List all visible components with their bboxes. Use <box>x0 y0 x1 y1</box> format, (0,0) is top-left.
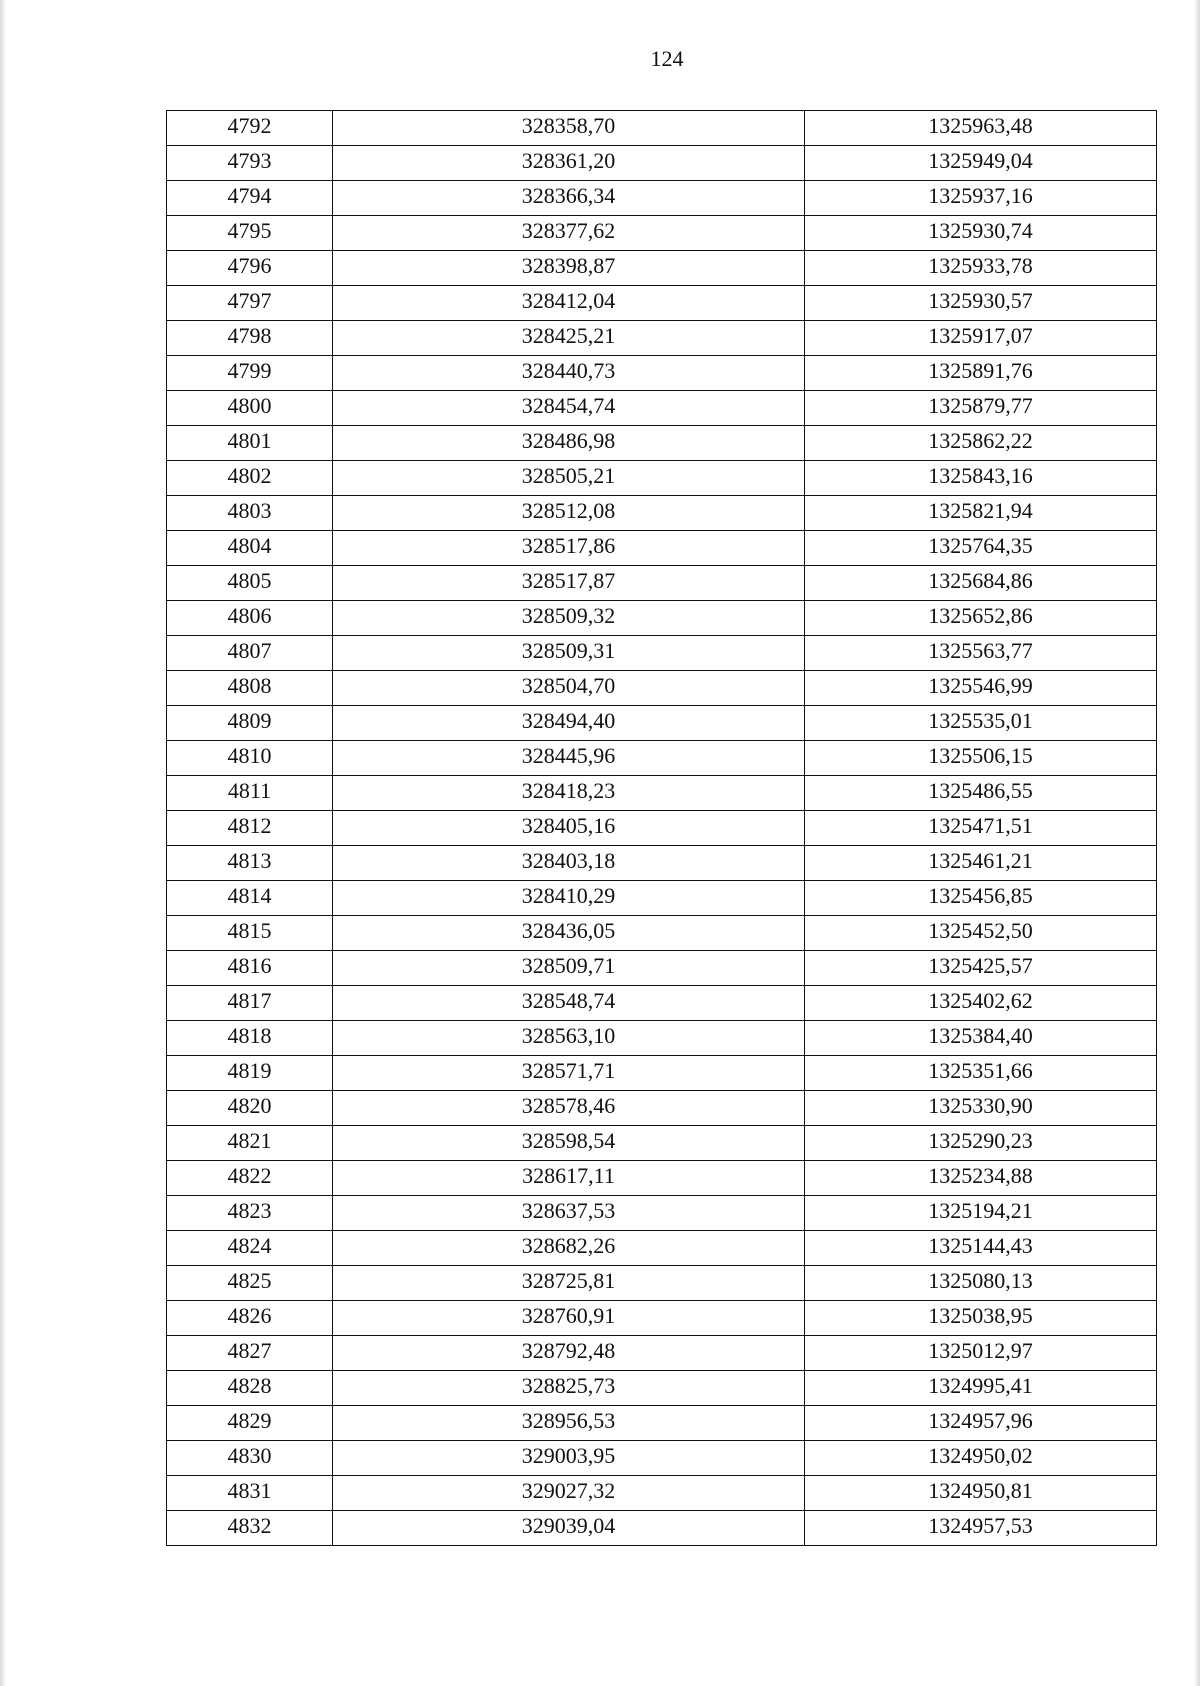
table-row <box>167 566 1157 601</box>
x-coordinate-cell: 328548,74 <box>333 986 805 1021</box>
y-coordinate-cell: 1325461,21 <box>805 846 1157 881</box>
x-coordinate-cell: 328760,91 <box>333 1301 805 1336</box>
point-number-cell: 4800 <box>167 391 333 426</box>
point-number-cell: 4792 <box>167 111 333 146</box>
y-coordinate-cell: 1324950,02 <box>805 1441 1157 1476</box>
x-coordinate-cell: 328412,04 <box>333 286 805 321</box>
point-number-cell: 4806 <box>167 601 333 636</box>
x-coordinate-cell: 328398,87 <box>333 251 805 286</box>
x-coordinate-cell: 328377,62 <box>333 216 805 251</box>
y-coordinate-cell: 1325862,22 <box>805 426 1157 461</box>
table-row <box>167 1371 1157 1406</box>
point-number-cell: 4818 <box>167 1021 333 1056</box>
y-coordinate-cell: 1324957,96 <box>805 1406 1157 1441</box>
table-row <box>167 671 1157 706</box>
table-row <box>167 111 1157 146</box>
table-row <box>167 286 1157 321</box>
table-row <box>167 391 1157 426</box>
point-number-cell: 4796 <box>167 251 333 286</box>
y-coordinate-cell: 1325949,04 <box>805 146 1157 181</box>
y-coordinate-cell: 1325080,13 <box>805 1266 1157 1301</box>
point-number-cell: 4793 <box>167 146 333 181</box>
y-coordinate-cell: 1325917,07 <box>805 321 1157 356</box>
table-row <box>167 636 1157 671</box>
table-row <box>167 1161 1157 1196</box>
y-coordinate-cell: 1325471,51 <box>805 811 1157 846</box>
coordinates-table <box>166 110 1157 1546</box>
point-number-cell: 4795 <box>167 216 333 251</box>
x-coordinate-cell: 328563,10 <box>333 1021 805 1056</box>
table-row <box>167 916 1157 951</box>
x-coordinate-cell: 328494,40 <box>333 706 805 741</box>
x-coordinate-cell: 328358,70 <box>333 111 805 146</box>
x-coordinate-cell: 329027,32 <box>333 1476 805 1511</box>
point-number-cell: 4805 <box>167 566 333 601</box>
point-number-cell: 4803 <box>167 496 333 531</box>
point-number-cell: 4819 <box>167 1056 333 1091</box>
y-coordinate-cell: 1325821,94 <box>805 496 1157 531</box>
x-coordinate-cell: 328403,18 <box>333 846 805 881</box>
x-coordinate-cell: 329003,95 <box>333 1441 805 1476</box>
table-row <box>167 601 1157 636</box>
point-number-cell: 4798 <box>167 321 333 356</box>
point-number-cell: 4817 <box>167 986 333 1021</box>
y-coordinate-cell: 1324995,41 <box>805 1371 1157 1406</box>
table-row <box>167 461 1157 496</box>
table-row <box>167 846 1157 881</box>
point-number-cell: 4799 <box>167 356 333 391</box>
y-coordinate-cell: 1325425,57 <box>805 951 1157 986</box>
x-coordinate-cell: 329039,04 <box>333 1511 805 1546</box>
x-coordinate-cell: 328418,23 <box>333 776 805 811</box>
x-coordinate-cell: 328436,05 <box>333 916 805 951</box>
x-coordinate-cell: 328504,70 <box>333 671 805 706</box>
y-coordinate-cell: 1325351,66 <box>805 1056 1157 1091</box>
table-row <box>167 426 1157 461</box>
point-number-cell: 4832 <box>167 1511 333 1546</box>
y-coordinate-cell: 1325012,97 <box>805 1336 1157 1371</box>
x-coordinate-cell: 328486,98 <box>333 426 805 461</box>
point-number-cell: 4827 <box>167 1336 333 1371</box>
x-coordinate-cell: 328410,29 <box>333 881 805 916</box>
x-coordinate-cell: 328517,86 <box>333 531 805 566</box>
table-row <box>167 496 1157 531</box>
x-coordinate-cell: 328509,32 <box>333 601 805 636</box>
point-number-cell: 4829 <box>167 1406 333 1441</box>
y-coordinate-cell: 1325506,15 <box>805 741 1157 776</box>
table-row <box>167 1056 1157 1091</box>
y-coordinate-cell: 1325330,90 <box>805 1091 1157 1126</box>
point-number-cell: 4797 <box>167 286 333 321</box>
y-coordinate-cell: 1325843,16 <box>805 461 1157 496</box>
point-number-cell: 4815 <box>167 916 333 951</box>
y-coordinate-cell: 1325402,62 <box>805 986 1157 1021</box>
x-coordinate-cell: 328598,54 <box>333 1126 805 1161</box>
table-row <box>167 1406 1157 1441</box>
table-row <box>167 1476 1157 1511</box>
point-number-cell: 4823 <box>167 1196 333 1231</box>
table-row <box>167 1511 1157 1546</box>
point-number-cell: 4811 <box>167 776 333 811</box>
point-number-cell: 4826 <box>167 1301 333 1336</box>
x-coordinate-cell: 328361,20 <box>333 146 805 181</box>
y-coordinate-cell: 1325290,23 <box>805 1126 1157 1161</box>
x-coordinate-cell: 328454,74 <box>333 391 805 426</box>
y-coordinate-cell: 1325937,16 <box>805 181 1157 216</box>
table-row <box>167 356 1157 391</box>
table-row <box>167 1091 1157 1126</box>
point-number-cell: 4816 <box>167 951 333 986</box>
y-coordinate-cell: 1325764,35 <box>805 531 1157 566</box>
x-coordinate-cell: 328405,16 <box>333 811 805 846</box>
x-coordinate-cell: 328617,11 <box>333 1161 805 1196</box>
y-coordinate-cell: 1325452,50 <box>805 916 1157 951</box>
table-row <box>167 1336 1157 1371</box>
x-coordinate-cell: 328505,21 <box>333 461 805 496</box>
table-row <box>167 216 1157 251</box>
x-coordinate-cell: 328682,26 <box>333 1231 805 1266</box>
table-row <box>167 951 1157 986</box>
table-row <box>167 986 1157 1021</box>
point-number-cell: 4821 <box>167 1126 333 1161</box>
point-number-cell: 4809 <box>167 706 333 741</box>
y-coordinate-cell: 1325456,85 <box>805 881 1157 916</box>
table-row <box>167 1126 1157 1161</box>
y-coordinate-cell: 1325535,01 <box>805 706 1157 741</box>
y-coordinate-cell: 1325144,43 <box>805 1231 1157 1266</box>
x-coordinate-cell: 328512,08 <box>333 496 805 531</box>
table-row <box>167 1231 1157 1266</box>
point-number-cell: 4807 <box>167 636 333 671</box>
y-coordinate-cell: 1325891,76 <box>805 356 1157 391</box>
table-row <box>167 531 1157 566</box>
x-coordinate-cell: 328792,48 <box>333 1336 805 1371</box>
x-coordinate-cell: 328825,73 <box>333 1371 805 1406</box>
point-number-cell: 4813 <box>167 846 333 881</box>
point-number-cell: 4820 <box>167 1091 333 1126</box>
x-coordinate-cell: 328956,53 <box>333 1406 805 1441</box>
x-coordinate-cell: 328578,46 <box>333 1091 805 1126</box>
point-number-cell: 4814 <box>167 881 333 916</box>
table-row <box>167 181 1157 216</box>
y-coordinate-cell: 1325038,95 <box>805 1301 1157 1336</box>
point-number-cell: 4810 <box>167 741 333 776</box>
table-row <box>167 251 1157 286</box>
y-coordinate-cell: 1325879,77 <box>805 391 1157 426</box>
x-coordinate-cell: 328509,71 <box>333 951 805 986</box>
table-row <box>167 321 1157 356</box>
y-coordinate-cell: 1324957,53 <box>805 1511 1157 1546</box>
point-number-cell: 4828 <box>167 1371 333 1406</box>
y-coordinate-cell: 1325652,86 <box>805 601 1157 636</box>
page-number: 124 <box>650 46 684 71</box>
point-number-cell: 4812 <box>167 811 333 846</box>
x-coordinate-cell: 328517,87 <box>333 566 805 601</box>
point-number-cell: 4822 <box>167 1161 333 1196</box>
table-row <box>167 1441 1157 1476</box>
y-coordinate-cell: 1324950,81 <box>805 1476 1157 1511</box>
x-coordinate-cell: 328637,53 <box>333 1196 805 1231</box>
y-coordinate-cell: 1325384,40 <box>805 1021 1157 1056</box>
scan-edge-left <box>0 0 6 1686</box>
y-coordinate-cell: 1325963,48 <box>805 111 1157 146</box>
y-coordinate-cell: 1325546,99 <box>805 671 1157 706</box>
table-row <box>167 1196 1157 1231</box>
x-coordinate-cell: 328440,73 <box>333 356 805 391</box>
point-number-cell: 4794 <box>167 181 333 216</box>
point-number-cell: 4830 <box>167 1441 333 1476</box>
point-number-cell: 4801 <box>167 426 333 461</box>
table-row <box>167 811 1157 846</box>
y-coordinate-cell: 1325563,77 <box>805 636 1157 671</box>
point-number-cell: 4825 <box>167 1266 333 1301</box>
x-coordinate-cell: 328445,96 <box>333 741 805 776</box>
table-row <box>167 1301 1157 1336</box>
scan-edge-right <box>1194 0 1200 1686</box>
y-coordinate-cell: 1325930,57 <box>805 286 1157 321</box>
x-coordinate-cell: 328571,71 <box>333 1056 805 1091</box>
point-number-cell: 4804 <box>167 531 333 566</box>
point-number-cell: 4808 <box>167 671 333 706</box>
point-number-cell: 4831 <box>167 1476 333 1511</box>
table-row <box>167 881 1157 916</box>
y-coordinate-cell: 1325684,86 <box>805 566 1157 601</box>
y-coordinate-cell: 1325486,55 <box>805 776 1157 811</box>
x-coordinate-cell: 328425,21 <box>333 321 805 356</box>
x-coordinate-cell: 328366,34 <box>333 181 805 216</box>
y-coordinate-cell: 1325194,21 <box>805 1196 1157 1231</box>
table-row <box>167 1266 1157 1301</box>
table-row <box>167 146 1157 181</box>
table-row <box>167 706 1157 741</box>
table-row <box>167 741 1157 776</box>
x-coordinate-cell: 328725,81 <box>333 1266 805 1301</box>
coordinates-table-body <box>167 111 1157 1546</box>
point-number-cell: 4824 <box>167 1231 333 1266</box>
y-coordinate-cell: 1325930,74 <box>805 216 1157 251</box>
y-coordinate-cell: 1325234,88 <box>805 1161 1157 1196</box>
y-coordinate-cell: 1325933,78 <box>805 251 1157 286</box>
x-coordinate-cell: 328509,31 <box>333 636 805 671</box>
point-number-cell: 4802 <box>167 461 333 496</box>
table-row <box>167 1021 1157 1056</box>
table-row <box>167 776 1157 811</box>
